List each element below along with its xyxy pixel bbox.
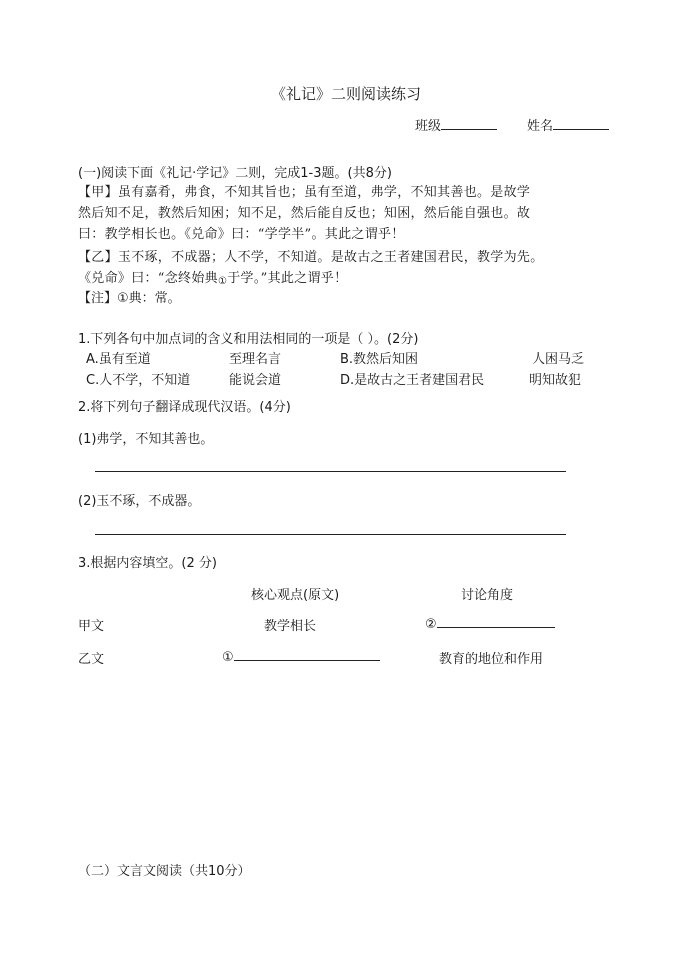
q1-option-c[interactable]: C.人不学，不知道 xyxy=(86,373,191,388)
row-label-jia: 甲文 xyxy=(78,619,105,634)
q1-option-d-pair: 明知故犯 xyxy=(529,373,582,388)
class-field[interactable] xyxy=(415,115,497,134)
q1-option-c-pair: 能说会道 xyxy=(229,373,282,388)
yi-view-field[interactable] xyxy=(222,648,380,665)
answer-line-2[interactable] xyxy=(95,534,566,535)
annotation-note: 【注】①典：常。 xyxy=(78,291,181,306)
name-field[interactable] xyxy=(527,115,609,134)
note-marker: ① xyxy=(217,276,228,287)
passage-yi-line: 【乙】玉不琢，不成器；人不学，不知道。是故古之王者建国君民，教学为先。 xyxy=(78,250,544,265)
page-title: 《礼记》二则阅读练习 xyxy=(271,85,422,103)
q3-stem: 3.根据内容填空。(2 分) xyxy=(78,556,217,571)
class-label: 班级 xyxy=(415,119,442,134)
jia-angle-blank[interactable] xyxy=(437,615,555,628)
yi-view-blank[interactable] xyxy=(234,648,380,661)
section1-heading: (一)阅读下面《礼记·学记》二则，完成1-3题。(共8分) xyxy=(78,166,392,181)
passage-jia-line: 曰：教学相长也。《兑命》曰：“学学半”。其此之谓乎！ xyxy=(78,227,405,242)
class-blank[interactable] xyxy=(441,117,497,130)
q1-option-a-pair: 至理名言 xyxy=(229,352,282,367)
q2-item-2: (2)玉不琢，不成器。 xyxy=(78,494,201,509)
q2-stem: 2.将下列句子翻译成现代汉语。(4分) xyxy=(78,400,291,415)
col-header-angle: 讨论角度 xyxy=(461,588,514,603)
q1-option-a[interactable]: A.虽有至道 xyxy=(86,352,151,367)
passage-jia-line: 【甲】虽有嘉肴，弗食，不知其旨也；虽有至道，弗学，不知其善也。是故学 xyxy=(78,185,531,200)
q1-stem: 1.下列各句中加点词的含义和用法相同的一项是（ ）。(2分) xyxy=(78,332,419,347)
row-label-yi: 乙文 xyxy=(78,652,105,667)
section2-heading: （二）文言文阅读（共10分） xyxy=(78,864,251,879)
passage-yi-line: 《兑命》曰：“念终始典①于学。”其此之谓乎！ xyxy=(78,271,348,287)
blank-marker-2: ② xyxy=(425,617,437,632)
q2-item-1: (1)弗学，不知其善也。 xyxy=(78,432,214,447)
name-label: 姓名 xyxy=(527,119,554,134)
answer-line-1[interactable] xyxy=(95,471,566,472)
q1-option-b[interactable]: B.教然后知困 xyxy=(340,352,419,367)
jia-view: 教学相长 xyxy=(264,619,317,634)
passage-jia-line: 然后知不足，教然后知困；知不足，然后能自反也；知困，然后能自强也。故 xyxy=(78,206,531,221)
q1-option-b-pair: 人困马乏 xyxy=(532,352,585,367)
q1-option-d[interactable]: D.是故古之王者建国君民 xyxy=(340,373,485,388)
col-header-view: 核心观点(原文) xyxy=(251,588,340,603)
name-blank[interactable] xyxy=(553,117,609,130)
jia-angle-field[interactable] xyxy=(425,615,555,632)
blank-marker-1: ① xyxy=(222,650,234,665)
yi-angle: 教育的地位和作用 xyxy=(439,652,544,667)
